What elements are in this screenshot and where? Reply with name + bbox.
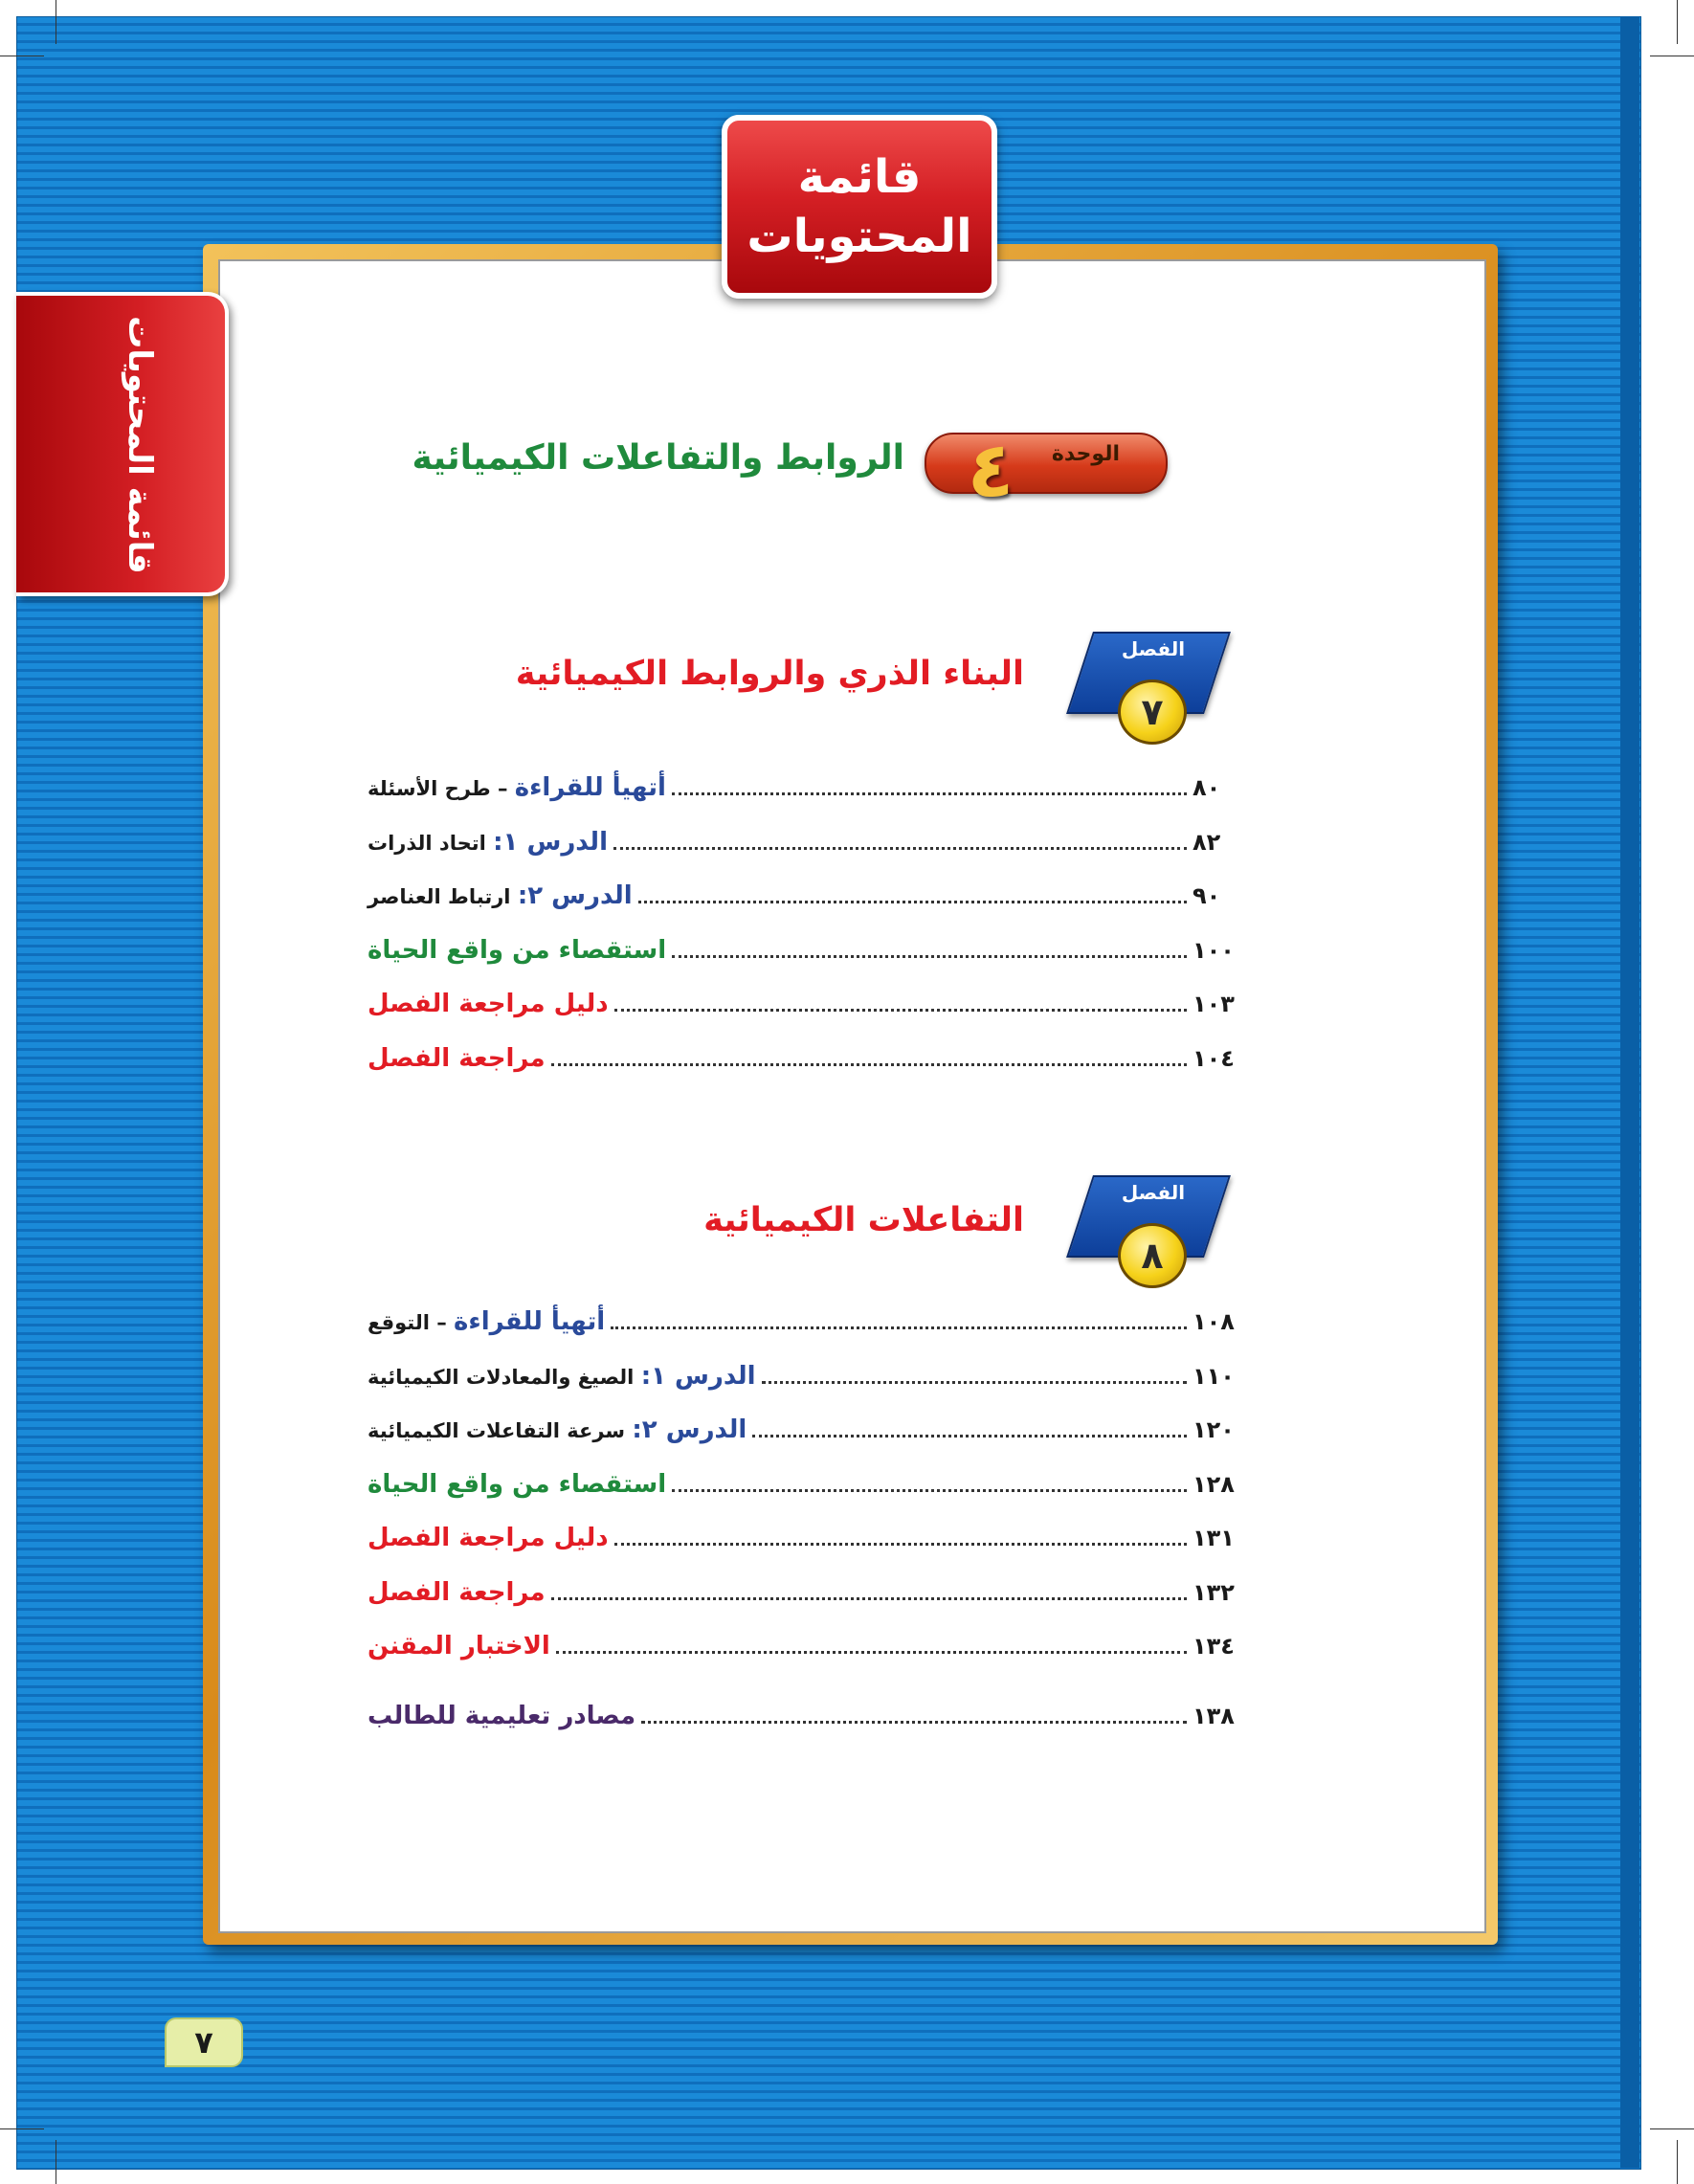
crop-mark [1650,2128,1694,2129]
toc-leader-dots [672,1488,1187,1492]
toc-row[interactable] [368,1578,1240,1620]
page-title-line1: قائمة [797,150,922,204]
unit-title: الروابط والتفاعلات الكيميائية [412,438,904,478]
toc-row[interactable] [368,881,1240,924]
toc-entry-label [368,1415,747,1444]
toc-leader-dots [551,1596,1187,1600]
toc-entry-main: الدرس ٢: [632,1415,747,1444]
chapter-number: ٧ [1118,680,1187,745]
toc-page-number: ٨٢ [1192,828,1221,856]
toc-leader-dots [614,1008,1187,1012]
toc-row[interactable] [368,1632,1240,1674]
toc-entry-label [368,1578,546,1607]
toc-entry-main: الدرس ١: [640,1361,756,1391]
toc-entry-sub: ارتباط العناصر [368,885,511,908]
toc-entry-label [368,1524,609,1552]
toc-page-number: ١٣٢ [1192,1578,1235,1606]
toc-entry-sub: التوقع [368,1311,430,1334]
side-tab-label: قائمة المحتويات [121,316,159,574]
toc-entry-separator [486,832,493,855]
toc-entry-label [368,1307,605,1336]
toc-row[interactable] [368,1524,1240,1566]
toc-entry-main: مراجعة الفصل [368,1043,546,1073]
toc-row[interactable] [368,1362,1240,1404]
crop-mark [0,2128,44,2129]
toc-row[interactable] [368,828,1240,870]
toc-entry-label [368,1362,756,1391]
toc-page-number: ١٠٣ [1192,991,1235,1017]
toc-leader-dots [752,1434,1187,1437]
chapter-7-badge [1060,632,1233,747]
toc-entry-label [368,881,633,910]
toc-leader-dots [613,846,1187,850]
toc-page-number: ١٠٠ [1192,936,1235,964]
toc-entry-main: استقصاء من واقع الحياة [368,935,667,965]
toc-row[interactable] [368,990,1240,1032]
chapter-label: الفصل [1121,637,1186,660]
toc-page-number: ١٠٨ [1192,1308,1235,1335]
chapter-number: ٨ [1118,1223,1187,1288]
toc-entry-label [368,828,608,857]
toc-row[interactable] [368,1415,1240,1458]
toc-page-number: ٩٠ [1192,882,1221,909]
toc-page-number: ١٣٤ [1192,1633,1235,1660]
toc-row[interactable] [368,773,1240,815]
crop-mark [1677,2140,1678,2184]
toc-entry-separator [634,1366,640,1389]
toc-page-number: ١٢٨ [1192,1470,1235,1498]
page-title-badge [722,115,997,299]
chapter-7-title: البناء الذري والروابط الكيميائية [515,655,1024,693]
toc-row[interactable] [368,1044,1240,1086]
page-title-line2: المحتويات [747,210,972,263]
toc-entry-label [368,1470,666,1499]
page-number: ٧ [165,2017,243,2067]
toc-entry-main: دليل مراجعة الفصل [368,1524,609,1552]
toc-entry-label [368,1632,550,1660]
unit-number: ٤ [967,425,1014,514]
toc-entry-label [368,1044,546,1073]
toc-entry-sub: سرعة التفاعلات الكيميائية [368,1419,626,1442]
toc-entry-separator: – [490,777,515,800]
chapter-8-title: التفاعلات الكيميائية [703,1201,1024,1239]
toc-entry-label [368,773,666,802]
toc-page-number: ١٢٠ [1192,1416,1235,1443]
toc-entry-main: الاختبار المقنن [368,1632,550,1660]
toc-page-number: ١١٠ [1192,1362,1235,1390]
toc-leader-dots [672,954,1187,958]
chapter-label: الفصل [1121,1181,1186,1204]
toc-entry-main: أتهيأ للقراءة [454,1307,606,1336]
toc-leader-dots [672,791,1187,795]
toc-entry-label [368,936,666,965]
toc-page-number: ١٣١ [1192,1525,1235,1551]
toc-leader-dots [762,1380,1187,1384]
toc-row[interactable] [368,1307,1240,1349]
toc-entry-main: دليل مراجعة الفصل [368,990,609,1018]
toc-page-number: ١٠٤ [1192,1044,1235,1072]
content-panel [218,259,1486,1933]
toc-leader-dots [614,1542,1187,1546]
toc-leader-dots [638,900,1187,903]
page-edge [1620,16,1639,2168]
toc-page-number: ٨٠ [1192,774,1221,801]
toc-entry-separator [511,885,518,908]
toc-entry-main: أتهيأ للقراءة [514,773,666,802]
toc-entry-sub: الصيغ والمعادلات الكيميائية [368,1365,635,1389]
toc-row[interactable] [368,1470,1240,1512]
toc-entry-separator: – [429,1311,455,1334]
toc-entry-main: مصادر تعليمية للطالب [368,1702,636,1730]
unit-heading [412,425,1168,514]
toc-row-resources[interactable] [368,1702,1240,1744]
toc-entry-main: استقصاء من واقع الحياة [368,1469,667,1499]
toc-leader-dots [556,1650,1187,1654]
toc-page-number: ١٣٨ [1192,1703,1235,1729]
toc-entry-sub: طرح الأسئلة [368,777,491,800]
toc-entry-label [368,990,609,1018]
toc-entry-main: الدرس ١: [493,827,608,857]
unit-label: الوحدة [1051,442,1120,466]
chapter-8-badge [1060,1175,1233,1290]
toc-entry-sub: اتحاد الذرات [368,831,486,855]
toc-leader-dots [641,1720,1187,1724]
toc-entry-main: مراجعة الفصل [368,1577,546,1607]
toc-entry-label [368,1702,635,1730]
toc-row[interactable] [368,936,1240,978]
toc-leader-dots [611,1326,1187,1329]
toc-entry-main: الدرس ٢: [517,881,633,910]
crop-mark [1677,0,1678,44]
toc-leader-dots [551,1062,1187,1066]
